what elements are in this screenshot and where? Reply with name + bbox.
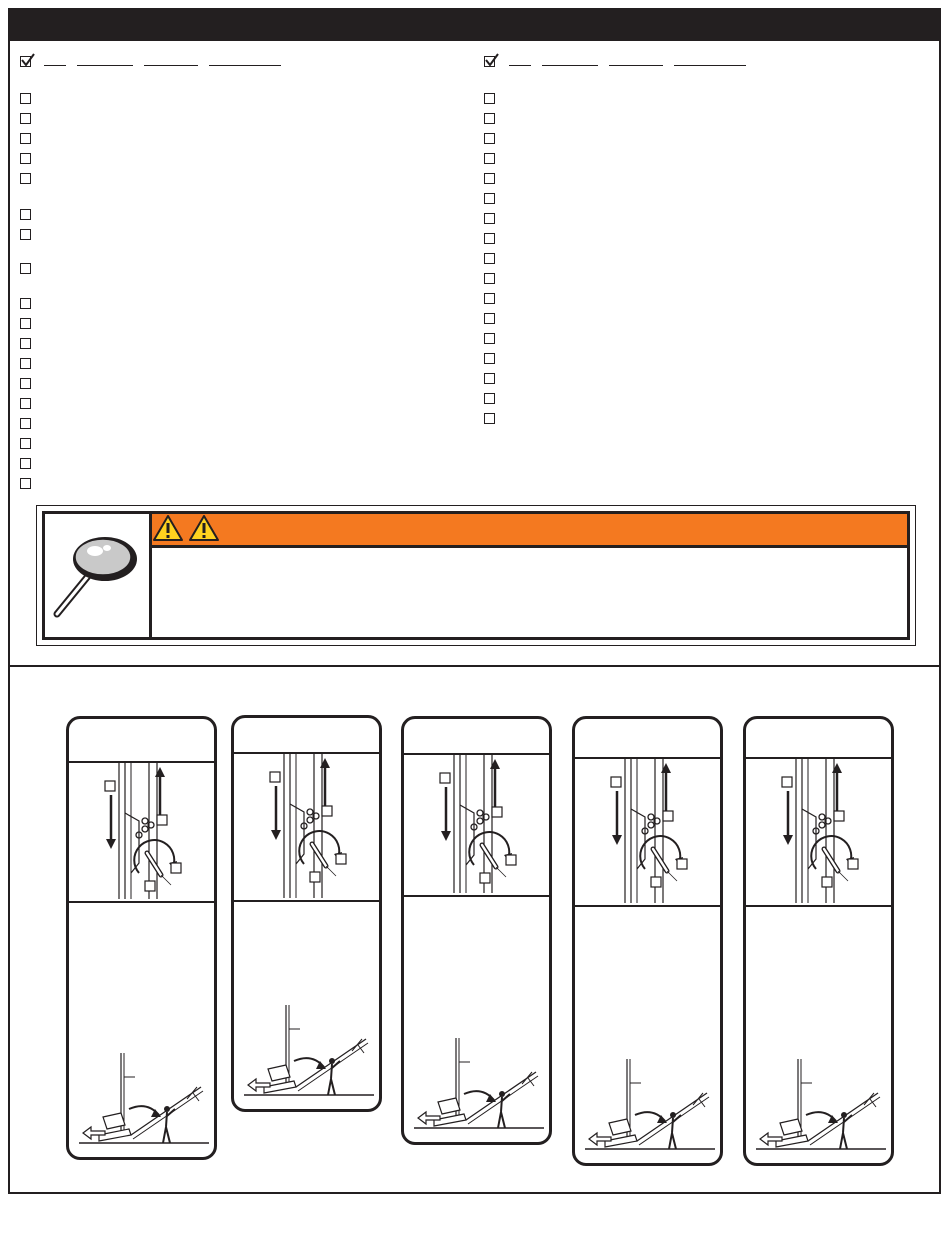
warning-banner bbox=[152, 514, 907, 548]
checklist-checkbox[interactable] bbox=[484, 393, 495, 404]
checklist-checkbox[interactable] bbox=[20, 438, 31, 449]
checkmark-icon bbox=[20, 52, 36, 68]
checklist-checkbox[interactable] bbox=[484, 333, 495, 344]
mechanism-detail-icon bbox=[234, 754, 379, 898]
magnifying-glass-icon bbox=[45, 514, 145, 634]
checklist-checkbox[interactable] bbox=[20, 318, 31, 329]
warning-box bbox=[36, 505, 916, 646]
person-lowering-hoop-icon bbox=[234, 995, 379, 1105]
checklist-checkbox[interactable] bbox=[484, 193, 495, 204]
step-panel-header bbox=[69, 719, 214, 763]
warning-triangle-icon bbox=[188, 514, 220, 542]
checklist-checkbox[interactable] bbox=[20, 113, 31, 124]
mechanism-detail-icon bbox=[575, 759, 720, 903]
header-line bbox=[44, 65, 66, 66]
checklist-checkbox[interactable] bbox=[20, 358, 31, 369]
header-line bbox=[144, 65, 198, 66]
checklist-checkbox[interactable] bbox=[484, 373, 495, 384]
step-panel-2 bbox=[231, 715, 382, 1112]
warning-triangle-icon bbox=[152, 514, 184, 542]
step-panel-4 bbox=[572, 716, 723, 1166]
header-line bbox=[209, 65, 281, 66]
mechanism-detail-icon bbox=[746, 759, 891, 903]
step-panel-3 bbox=[401, 716, 552, 1145]
warning-inner bbox=[42, 511, 910, 640]
checklist-checkbox[interactable] bbox=[484, 233, 495, 244]
checkmark-icon bbox=[484, 52, 500, 68]
header-line bbox=[509, 65, 531, 66]
checklist-checkbox[interactable] bbox=[20, 229, 31, 240]
header-line bbox=[542, 65, 598, 66]
mechanism-detail-icon bbox=[69, 763, 214, 899]
checklist-checkbox[interactable] bbox=[20, 93, 31, 104]
checklist-checkbox[interactable] bbox=[20, 173, 31, 184]
person-lowering-hoop-icon bbox=[746, 1049, 891, 1159]
checklist-checkbox[interactable] bbox=[484, 273, 495, 284]
page-frame bbox=[8, 8, 941, 1194]
step-panel-header bbox=[404, 719, 549, 755]
checklist-checkbox[interactable] bbox=[484, 213, 495, 224]
step-panel-header bbox=[575, 719, 720, 759]
checklist-checkbox[interactable] bbox=[20, 209, 31, 220]
checklist-checkbox[interactable] bbox=[20, 263, 31, 274]
person-lowering-hoop-icon bbox=[69, 1043, 214, 1153]
header-line bbox=[609, 65, 663, 66]
checklist-checkbox[interactable] bbox=[484, 313, 495, 324]
checklist-checkbox[interactable] bbox=[484, 353, 495, 364]
mechanism-detail-icon bbox=[404, 755, 549, 893]
checklist-checkbox[interactable] bbox=[20, 298, 31, 309]
checklist-checkbox[interactable] bbox=[20, 338, 31, 349]
step-panel-5 bbox=[743, 716, 894, 1166]
checklist-checkbox[interactable] bbox=[484, 113, 495, 124]
checklist-checkbox[interactable] bbox=[20, 478, 31, 489]
checklist-checkbox[interactable] bbox=[484, 293, 495, 304]
warning-illustration-cell bbox=[45, 514, 152, 637]
step-panel-1 bbox=[66, 716, 217, 1160]
step-panel-header bbox=[234, 718, 379, 754]
checklist-checkbox[interactable] bbox=[20, 153, 31, 164]
checklist-checkbox[interactable] bbox=[20, 378, 31, 389]
person-lowering-hoop-icon bbox=[575, 1049, 720, 1159]
checklist-checkbox[interactable] bbox=[484, 173, 495, 184]
checklist-checkbox[interactable] bbox=[484, 153, 495, 164]
checklist-checkbox[interactable] bbox=[20, 458, 31, 469]
header-line bbox=[674, 65, 746, 66]
person-lowering-hoop-icon bbox=[404, 1028, 549, 1138]
checklist-checkbox[interactable] bbox=[484, 253, 495, 264]
header-line bbox=[77, 65, 133, 66]
checklist-checkbox[interactable] bbox=[484, 133, 495, 144]
checklist-checkbox[interactable] bbox=[484, 413, 495, 424]
checklist-checkbox[interactable] bbox=[20, 398, 31, 409]
checklist-checkbox[interactable] bbox=[20, 133, 31, 144]
step-panel-header bbox=[746, 719, 891, 759]
section-divider bbox=[10, 665, 939, 667]
checklist-checkbox[interactable] bbox=[484, 93, 495, 104]
checklist-checkbox[interactable] bbox=[20, 418, 31, 429]
title-bar bbox=[10, 10, 939, 41]
